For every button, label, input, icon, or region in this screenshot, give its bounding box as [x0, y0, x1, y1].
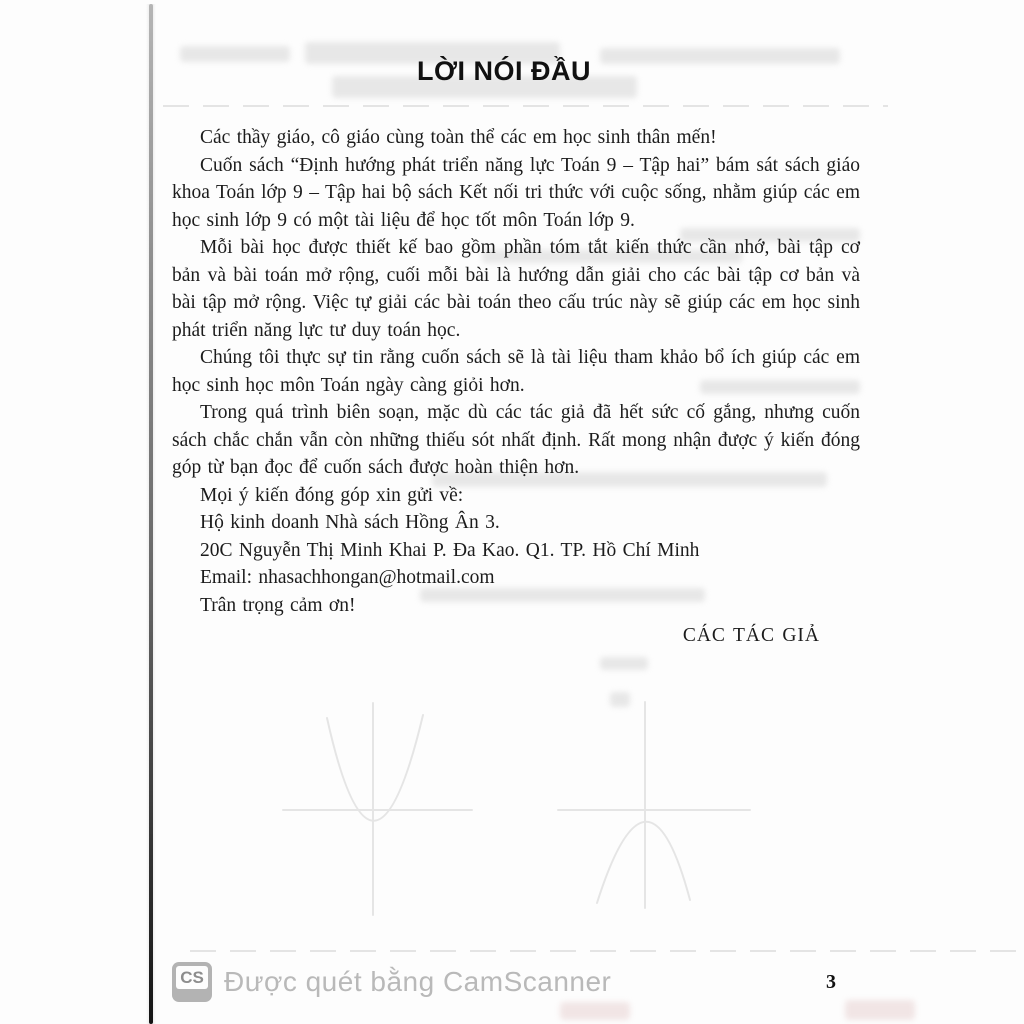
- paragraph-book-intro: Cuốn sách “Định hướng phát triển năng lực Toán 9 – Tập hai” bám sát sách giáo khoa Toán lớp 9 – Tập hai bộ sách Kết nối tri thức với cuộc sống, nhằm giúp các em học sinh lớp 9 có một tài liệu để học tốt môn Toán lớp 9.: [172, 154, 860, 231]
- paragraph-structure: Mỗi bài học được thiết kế bao gồm phần tóm tắt kiến thức cần nhớ, bài tập cơ bản và bài toán mở rộng, cuối mỗi bài là hướng dẫn giải cho các bài tập cơ bản và bài tập mở rộng. Việc tự giải các bài toán theo cấu trúc này sẽ giúp các em học sinh phát triển năng lực tư duy toán học.: [172, 237, 860, 341]
- publisher-address: 20C Nguyễn Thị Minh Khai P. Đa Kao. Q1. TP. Hồ Chí Minh: [200, 539, 700, 561]
- bleed-through-mark: [600, 657, 648, 670]
- book-spine-shadow: [149, 4, 153, 1024]
- page-number: 3: [826, 971, 836, 993]
- bleed-through-rule: [190, 950, 1020, 952]
- bleed-through-graphs: [260, 690, 760, 925]
- publisher-email: Email: nhasachhongan@hotmail.com: [200, 567, 495, 588]
- closing-thanks: Trân trọng cảm ơn!: [200, 594, 356, 616]
- camscanner-icon: [172, 962, 212, 1002]
- paragraph-feedback-intro: Mọi ý kiến đóng góp xin gửi về:: [200, 484, 464, 506]
- upward-parabola: [327, 715, 423, 821]
- page-title: LỜI NÓI ĐẦU: [416, 56, 592, 86]
- bleed-through-mark: [845, 1000, 915, 1020]
- paragraph-belief: Chúng tôi thực sự tin rằng cuốn sách sẽ là tài liệu tham khảo bổ ích giúp các em học sinh học môn Toán ngày càng giỏi hơn.: [172, 347, 860, 396]
- bleed-through-mark: [560, 1002, 630, 1020]
- bleed-through-rule: [163, 105, 888, 107]
- downward-parabola: [597, 822, 690, 903]
- foreword-body: [172, 124, 860, 650]
- publisher-name: Hộ kinh doanh Nhà sách Hồng Ân 3.: [200, 512, 500, 533]
- camscanner-icon-label: CS: [176, 966, 208, 989]
- paragraph-apology: Trong quá trình biên soạn, mặc dù các tác giả đã hết sức cố gắng, nhưng cuốn sách chắc chắn vẫn còn những thiếu sót nhất định. Rất mong nhận được ý kiến đóng góp từ bạn đọc để cuốn sách được hoàn thiện hơn.: [172, 402, 860, 478]
- paragraph-greeting: Các thầy giáo, cô giáo cùng toàn thể các em học sinh thân mến!: [200, 127, 717, 148]
- watermark-text: Được quét bằng CamScanner: [224, 966, 612, 997]
- authors-signature: CÁC TÁC GIẢ: [682, 625, 820, 646]
